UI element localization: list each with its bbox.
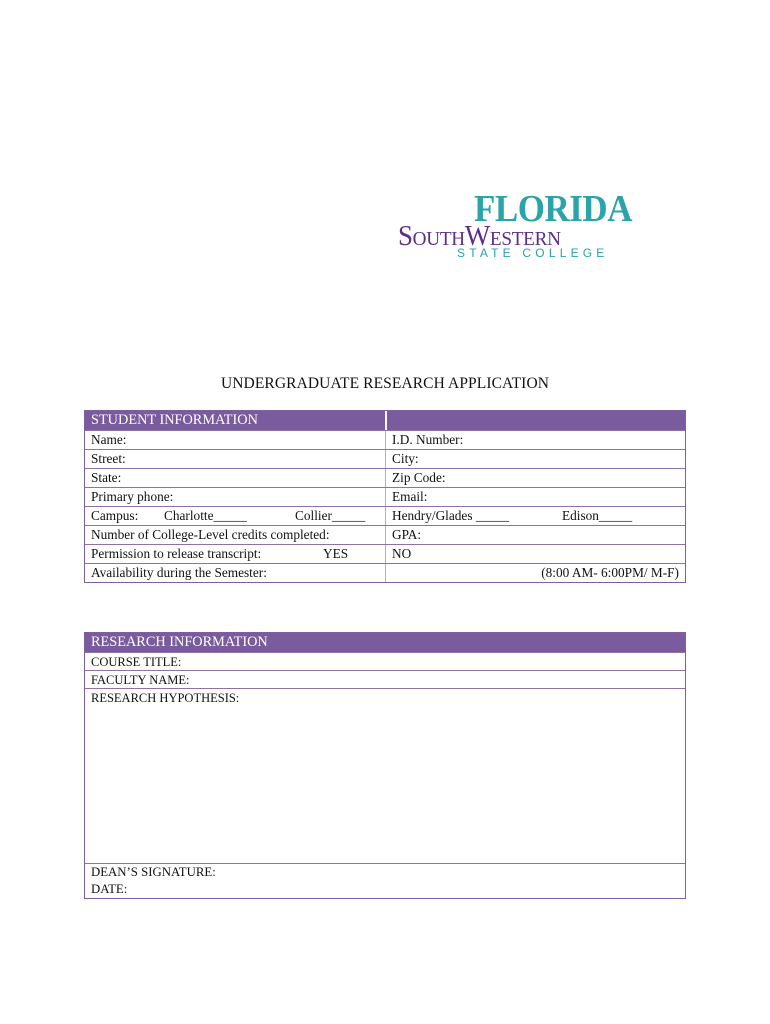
street-field[interactable]: Street:	[91, 451, 126, 466]
page-title: UNDERGRADUATE RESEARCH APPLICATION	[220, 375, 550, 392]
campus-right-cell	[385, 507, 685, 525]
campus-left-cell	[85, 507, 385, 525]
date-field[interactable]: DATE:	[91, 882, 128, 896]
table-row	[85, 487, 685, 506]
email-field[interactable]: Email:	[385, 488, 685, 506]
permission-label: Permission to release transcript:	[91, 546, 262, 561]
id-number-field[interactable]: I.D. Number:	[385, 431, 685, 449]
research-info-header-row	[85, 633, 685, 652]
zip-code-field[interactable]: Zip Code:	[385, 469, 685, 487]
logo-florida: FLORIDA	[474, 188, 632, 230]
table-row	[85, 468, 685, 487]
logo-state-college: STATE COLLEGE	[457, 246, 609, 260]
research-hypothesis-field[interactable]: RESEARCH HYPOTHESIS:	[91, 691, 240, 705]
permission-no-option[interactable]: NO	[385, 545, 685, 563]
student-info-header: STUDENT INFORMATION	[91, 412, 258, 428]
course-title-field[interactable]: COURSE TITLE:	[91, 655, 182, 669]
table-row	[85, 563, 685, 582]
name-field[interactable]: Name:	[91, 432, 127, 447]
college-logo	[396, 188, 632, 262]
permission-yes-option[interactable]: YES	[323, 546, 349, 561]
faculty-name-field[interactable]: FACULTY NAME:	[91, 673, 190, 687]
table-row	[85, 670, 685, 688]
student-info-header-row	[85, 411, 685, 430]
credits-completed-field[interactable]: Number of College-Level credits completed:	[91, 527, 330, 542]
table-row	[85, 449, 685, 468]
table-row	[85, 544, 685, 563]
campus-edison-option[interactable]: Edison_____	[562, 508, 633, 523]
student-information-table	[84, 410, 686, 583]
table-row	[85, 863, 685, 898]
campus-collier-option[interactable]: Collier_____	[295, 508, 366, 523]
table-row	[85, 525, 685, 544]
table-row	[85, 430, 685, 449]
state-field[interactable]: State:	[91, 470, 122, 485]
availability-hours: (8:00 AM- 6:00PM/ M-F)	[385, 564, 685, 582]
campus-label: Campus:	[91, 508, 139, 523]
primary-phone-field[interactable]: Primary phone:	[91, 489, 174, 504]
campus-charlotte-option[interactable]: Charlotte_____	[164, 508, 247, 523]
student-info-header-blank	[385, 411, 685, 430]
research-info-header: RESEARCH INFORMATION	[91, 634, 268, 650]
research-information-table	[84, 632, 686, 899]
logo-southwestern: SouthWestern	[398, 221, 561, 252]
table-row	[85, 506, 685, 525]
permission-cell	[85, 545, 385, 563]
table-row	[85, 652, 685, 670]
table-row	[85, 688, 685, 863]
availability-field[interactable]: Availability during the Semester:	[91, 565, 267, 580]
gpa-field[interactable]: GPA:	[385, 526, 685, 544]
campus-hendry-glades-option[interactable]: Hendry/Glades _____	[392, 508, 510, 523]
city-field[interactable]: City:	[385, 450, 685, 468]
deans-signature-field[interactable]: DEAN’S SIGNATURE:	[91, 865, 216, 879]
